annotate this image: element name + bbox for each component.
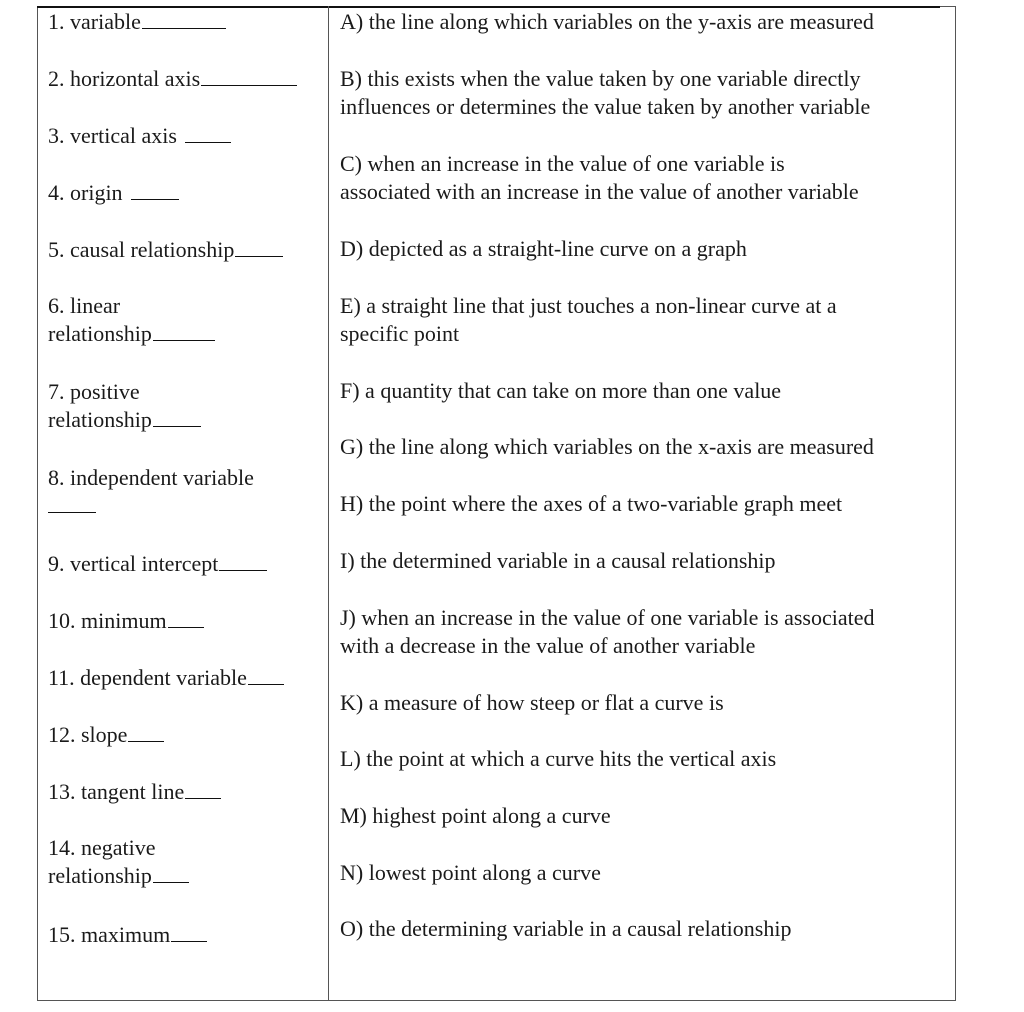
term-label: 5. causal relationship <box>48 237 235 262</box>
definition-text: M) highest point along a curve <box>340 803 611 828</box>
term-label-line2: relationship <box>48 863 152 888</box>
term-label: 9. vertical intercept <box>48 551 219 576</box>
definition-text-line1: B) this exists when the value taken by one variable directly <box>340 66 861 91</box>
definition-c <box>340 150 859 206</box>
term-label: 2. horizontal axis <box>48 66 201 91</box>
definition-text: H) the point where the axes of a two-variable graph meet <box>340 491 843 516</box>
definition-h <box>340 490 842 518</box>
answer-blank[interactable] <box>185 778 221 799</box>
definition-o <box>340 915 791 943</box>
definition-text: K) a measure of how steep or flat a curve is <box>340 690 724 715</box>
term-10 <box>48 607 204 635</box>
definition-text: L) the point at which a curve hits the vertical axis <box>340 746 777 771</box>
definition-n <box>340 859 601 887</box>
term-11 <box>48 664 284 692</box>
definition-f <box>340 377 781 405</box>
definition-b <box>340 65 870 121</box>
term-8 <box>48 464 254 520</box>
definition-text-line1: E) a straight line that just touches a non-linear curve at a <box>340 293 837 318</box>
term-label-line2: relationship <box>48 321 152 346</box>
term-label: 12. slope <box>48 722 128 747</box>
answer-blank[interactable] <box>168 607 204 628</box>
term-13 <box>48 778 221 806</box>
definition-text-line2: with a decrease in the value of another variable <box>340 633 756 658</box>
definition-e <box>340 292 837 348</box>
term-label: 13. tangent line <box>48 779 185 804</box>
definition-text-line2: influences or determines the value taken by another variable <box>340 94 871 119</box>
answer-blank[interactable] <box>248 664 284 685</box>
definition-text-line1: J) when an increase in the value of one variable is associated <box>340 605 875 630</box>
column-divider <box>328 6 329 1001</box>
answer-blank[interactable] <box>219 550 267 571</box>
definition-text: I) the determined variable in a causal relationship <box>340 548 776 573</box>
definition-l <box>340 745 776 773</box>
term-2 <box>48 65 297 93</box>
answer-blank[interactable] <box>142 8 226 29</box>
term-label: 3. vertical axis <box>48 123 177 148</box>
answer-blank[interactable] <box>171 921 207 942</box>
term-label-line1: 6. linear <box>48 293 121 318</box>
definition-text-line2: associated with an increase in the value of another variable <box>340 179 859 204</box>
answer-blank[interactable] <box>48 492 96 513</box>
term-label: 10. minimum <box>48 608 167 633</box>
definition-text: A) the line along which variables on the y-axis are measured <box>340 9 874 34</box>
answer-blank[interactable] <box>153 406 201 427</box>
term-15 <box>48 921 207 949</box>
definition-text-line1: C) when an increase in the value of one variable is <box>340 151 785 176</box>
answer-blank[interactable] <box>153 320 215 341</box>
answer-blank[interactable] <box>128 721 164 742</box>
answer-blank[interactable] <box>131 179 179 200</box>
term-3 <box>48 122 231 150</box>
term-label: 15. maximum <box>48 922 171 947</box>
term-label-line2: relationship <box>48 407 152 432</box>
answer-blank[interactable] <box>185 122 231 143</box>
term-label-line1: 14. negative <box>48 835 156 860</box>
definition-d <box>340 235 747 263</box>
term-1 <box>48 8 226 36</box>
term-label: 8. independent variable <box>48 465 254 490</box>
answer-blank[interactable] <box>201 65 297 86</box>
definition-text: N) lowest point along a curve <box>340 860 601 885</box>
definition-i <box>340 547 776 575</box>
definition-text: O) the determining variable in a causal relationship <box>340 916 792 941</box>
term-label: 1. variable <box>48 9 141 34</box>
term-14 <box>48 834 189 890</box>
term-7 <box>48 378 201 434</box>
term-9 <box>48 550 267 578</box>
definition-g <box>340 433 874 461</box>
definition-text: F) a quantity that can take on more than one value <box>340 378 782 403</box>
term-5 <box>48 236 283 264</box>
definition-k <box>340 689 724 717</box>
definition-text-line2: specific point <box>340 321 460 346</box>
definition-text: G) the line along which variables on the x-axis are measured <box>340 434 874 459</box>
definition-text: D) depicted as a straight-line curve on a graph <box>340 236 747 261</box>
term-label: 4. origin <box>48 180 123 205</box>
term-6 <box>48 292 215 348</box>
definition-m <box>340 802 611 830</box>
term-label: 11. dependent variable <box>48 665 247 690</box>
answer-blank[interactable] <box>235 236 283 257</box>
term-label-line1: 7. positive <box>48 379 140 404</box>
answer-blank[interactable] <box>153 862 189 883</box>
term-12 <box>48 721 164 749</box>
definition-j <box>340 604 875 660</box>
term-4 <box>48 179 179 207</box>
definition-a <box>340 8 874 36</box>
